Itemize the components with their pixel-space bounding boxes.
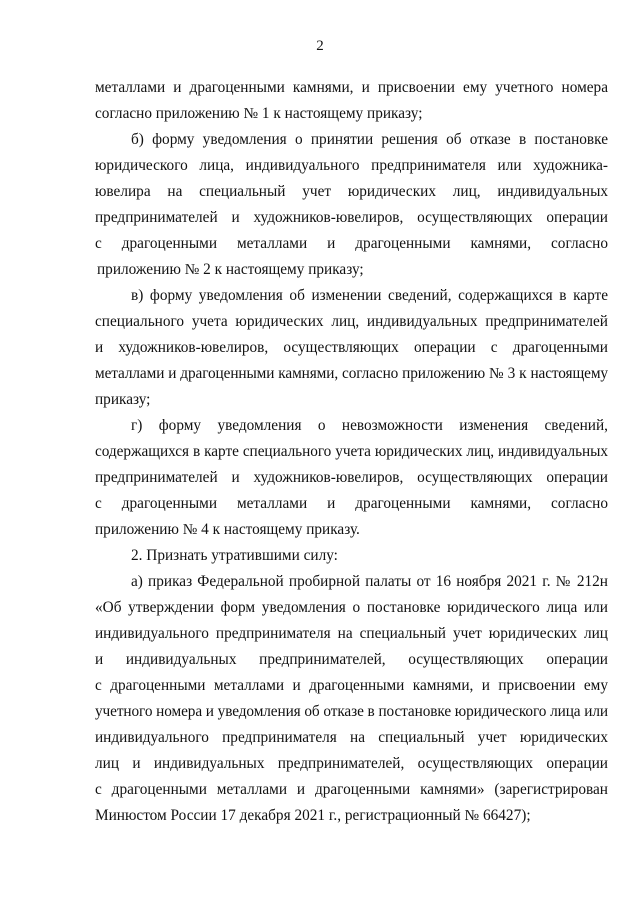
text-line: и индивидуальных предпринимателей, осуществляющих операции bbox=[95, 651, 608, 668]
text-line: в) форму уведомления об изменении сведений, содержащихся в карте bbox=[131, 287, 608, 304]
text-line: лиц и индивидуальных предпринимателей, осуществляющих операции bbox=[95, 755, 608, 772]
text-line: металлами и драгоценными камнями, согласно приложению № 3 к настоящему bbox=[95, 365, 608, 382]
text-line: металлами и драгоценными камнями, и присвоении ему учетного номера bbox=[95, 79, 608, 96]
text-line: с драгоценными металлами и драгоценными камнями, согласно bbox=[95, 235, 608, 252]
text-line: учетного номера и уведомления об отказе в постановке юридического лица или bbox=[95, 703, 608, 720]
text-line: с драгоценными металлами и драгоценными камнями» (зарегистрирован bbox=[95, 781, 608, 798]
text-line: индивидуального предпринимателя на специальный учет юридических лиц bbox=[95, 625, 608, 642]
text-line: «Об утверждении форм уведомления о постановке юридического лица или bbox=[95, 599, 608, 616]
text-line: предпринимателей и художников-ювелиров, осуществляющих операции bbox=[95, 209, 608, 226]
text-line: приказу; bbox=[95, 391, 151, 408]
text-line: юридического лица, индивидуального предпринимателя или художника- bbox=[95, 157, 608, 174]
text-line: содержащихся в карте специального учета юридических лиц, индивидуальных bbox=[95, 443, 608, 460]
text-line: предпринимателей и художников-ювелиров, осуществляющих операции bbox=[95, 469, 608, 486]
text-line: 2. Признать утратившими силу: bbox=[131, 547, 338, 564]
page-number: 2 bbox=[316, 38, 324, 54]
text-line: г) форму уведомления о невозможности изменения сведений, bbox=[131, 417, 608, 434]
text-line: ювелира на специальный учет юридических лиц, индивидуальных bbox=[95, 183, 608, 200]
text-line: индивидуального предпринимателя на специальный учет юридических bbox=[95, 729, 608, 746]
text-line: приложению № 2 к настоящему приказу; bbox=[97, 261, 364, 278]
text-line: Минюстом России 17 декабря 2021 г., регистрационный № 66427); bbox=[95, 807, 531, 824]
text-line: согласно приложению № 1 к настоящему приказу; bbox=[95, 105, 423, 122]
text-line: а) приказ Федеральной пробирной палаты от 16 ноября 2021 г. № 212н bbox=[131, 573, 608, 590]
text-line: с драгоценными металлами и драгоценными камнями, согласно bbox=[95, 495, 608, 512]
text-line: б) форму уведомления о принятии решения об отказе в постановке bbox=[131, 131, 608, 148]
text-line: специального учета юридических лиц, индивидуальных предпринимателей bbox=[95, 313, 608, 330]
text-line: приложению № 4 к настоящему приказу. bbox=[95, 521, 360, 538]
text-line: с драгоценными металлами и драгоценными камнями, и присвоении ему bbox=[95, 677, 608, 694]
text-line: и художников-ювелиров, осуществляющих операции с драгоценными bbox=[95, 339, 608, 356]
